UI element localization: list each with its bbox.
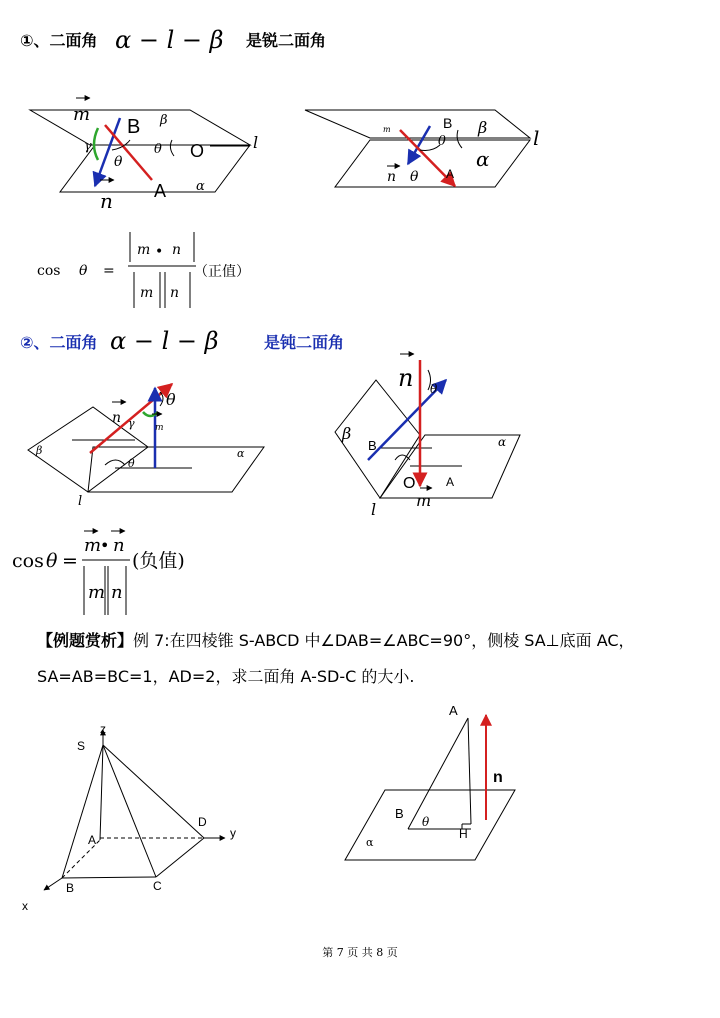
case2-formula: α − l − β bbox=[110, 327, 219, 355]
pyramid-y: y bbox=[230, 826, 236, 840]
plane-labels bbox=[366, 703, 503, 849]
formula2-eq: = bbox=[62, 550, 78, 572]
fig4-n: n bbox=[398, 364, 414, 392]
formula1-cos: cos bbox=[37, 263, 61, 279]
fig4-theta: θ bbox=[430, 382, 438, 396]
pyramid-D: D bbox=[198, 815, 207, 829]
fig3-beta: β bbox=[36, 444, 43, 457]
example-tag: 【例题赏析】 bbox=[37, 631, 134, 650]
figure-3 bbox=[28, 384, 264, 492]
fig3-theta2: θ bbox=[128, 457, 135, 470]
fig1-theta: θ bbox=[114, 154, 123, 170]
pyramid-x: x bbox=[22, 899, 28, 913]
fig3-alpha: α bbox=[237, 447, 245, 460]
page-footer: 第 7 页 共 8 页 bbox=[322, 946, 398, 959]
plane-theta: θ bbox=[422, 815, 430, 829]
formula2-m-num: m bbox=[84, 535, 102, 556]
figure-4 bbox=[335, 354, 520, 498]
figure-1 bbox=[30, 98, 250, 192]
fig2-n: n bbox=[387, 169, 397, 185]
example-line2: SA=AB=BC=1，AD=2，求二面角 A-SD-C 的大小. bbox=[37, 667, 415, 686]
pyramid-figure bbox=[44, 730, 225, 890]
fig1-O: O bbox=[190, 141, 205, 161]
fig2-m: m bbox=[383, 125, 391, 134]
fig3-theta: θ bbox=[166, 390, 176, 409]
plane-B: B bbox=[395, 806, 404, 821]
pyramid-S: S bbox=[77, 739, 86, 753]
formula2-note: (负值) bbox=[132, 550, 185, 572]
fig4-beta: β bbox=[342, 424, 352, 443]
figure-1-labels bbox=[73, 104, 258, 213]
fig4-alpha: α bbox=[498, 435, 507, 449]
plane-A: A bbox=[449, 703, 458, 718]
formula2-n-den: n bbox=[111, 582, 123, 603]
pyramid-A: A bbox=[88, 833, 97, 847]
plane-n: n bbox=[493, 769, 503, 786]
pyramid-C: C bbox=[153, 879, 162, 893]
fig2-l: l bbox=[533, 126, 540, 150]
pyramid-labels bbox=[22, 722, 236, 913]
formula1-m-num: m bbox=[137, 242, 151, 258]
figure-3-labels bbox=[35, 390, 245, 509]
fig1-theta2: θ bbox=[154, 142, 162, 157]
fig1-m: m bbox=[73, 104, 91, 125]
fig2-alpha: α bbox=[476, 147, 490, 171]
fig1-A: A bbox=[154, 181, 167, 201]
case2-heading-text: 、二面角 bbox=[33, 333, 98, 352]
fig3-n: n bbox=[112, 410, 122, 426]
fig4-B: B bbox=[368, 438, 377, 453]
formula2-theta: θ bbox=[46, 550, 58, 572]
fig1-gamma: γ bbox=[84, 139, 92, 154]
plane-alpha: α bbox=[366, 836, 374, 849]
fig4-m: m bbox=[416, 491, 432, 510]
plane-H: H bbox=[459, 827, 468, 841]
figure-2-labels bbox=[383, 115, 539, 185]
example-block bbox=[37, 631, 707, 651]
fig2-theta: θ bbox=[438, 134, 446, 149]
case1-formula: α − l − β bbox=[115, 26, 224, 54]
fig1-alpha: α bbox=[196, 179, 205, 194]
fig4-l: l bbox=[371, 500, 377, 519]
fig1-B: B bbox=[127, 116, 141, 138]
fig4-A: A bbox=[446, 475, 455, 489]
formula1-note: （正值） bbox=[194, 264, 250, 280]
fig3-l: l bbox=[78, 494, 83, 509]
formula2-n-num: n bbox=[113, 535, 125, 556]
fig2-theta2: θ bbox=[410, 169, 419, 185]
fig2-A: A bbox=[446, 167, 455, 181]
formula1-n-num: n bbox=[172, 242, 182, 258]
fig2-B: B bbox=[443, 115, 453, 131]
example-line2-block bbox=[37, 667, 707, 687]
figure-4-labels bbox=[341, 364, 506, 519]
example-line1: 例 7:在四棱锥 S-ABCD 中∠DAB=∠ABC=90°，侧棱 SA⊥底面 AC， bbox=[133, 631, 635, 650]
formula1-theta: θ bbox=[79, 263, 88, 279]
formula2-dot: • bbox=[100, 536, 110, 555]
pyramid-B: B bbox=[66, 881, 75, 895]
formula2-m-den: m bbox=[88, 582, 106, 603]
case1-heading-text: 、二面角 bbox=[33, 31, 98, 50]
fig2-beta: β bbox=[478, 118, 488, 137]
formula1-n-den: n bbox=[170, 285, 180, 301]
formula1-m-den: m bbox=[140, 285, 154, 301]
formula-1 bbox=[37, 232, 250, 308]
fig1-n: n bbox=[100, 189, 113, 213]
formula2-cos: cos bbox=[12, 550, 44, 572]
fig3-gamma: γ bbox=[128, 417, 135, 430]
fig4-O: O bbox=[403, 475, 416, 492]
case2-number: ② bbox=[20, 333, 34, 352]
formula1-eq: = bbox=[103, 263, 115, 279]
fig1-l: l bbox=[253, 133, 259, 152]
acute-dihedral-diagrams bbox=[0, 0, 720, 320]
case1-number: ① bbox=[20, 31, 34, 50]
case1-type: 是锐二面角 bbox=[246, 31, 327, 50]
pyramid-z: z bbox=[100, 722, 106, 736]
formula-2 bbox=[12, 531, 185, 615]
formula1-dot: • bbox=[155, 244, 164, 260]
fig1-beta: β bbox=[160, 113, 168, 128]
case2-type: 是钝二面角 bbox=[264, 333, 345, 352]
fig3-m: m bbox=[155, 423, 164, 433]
